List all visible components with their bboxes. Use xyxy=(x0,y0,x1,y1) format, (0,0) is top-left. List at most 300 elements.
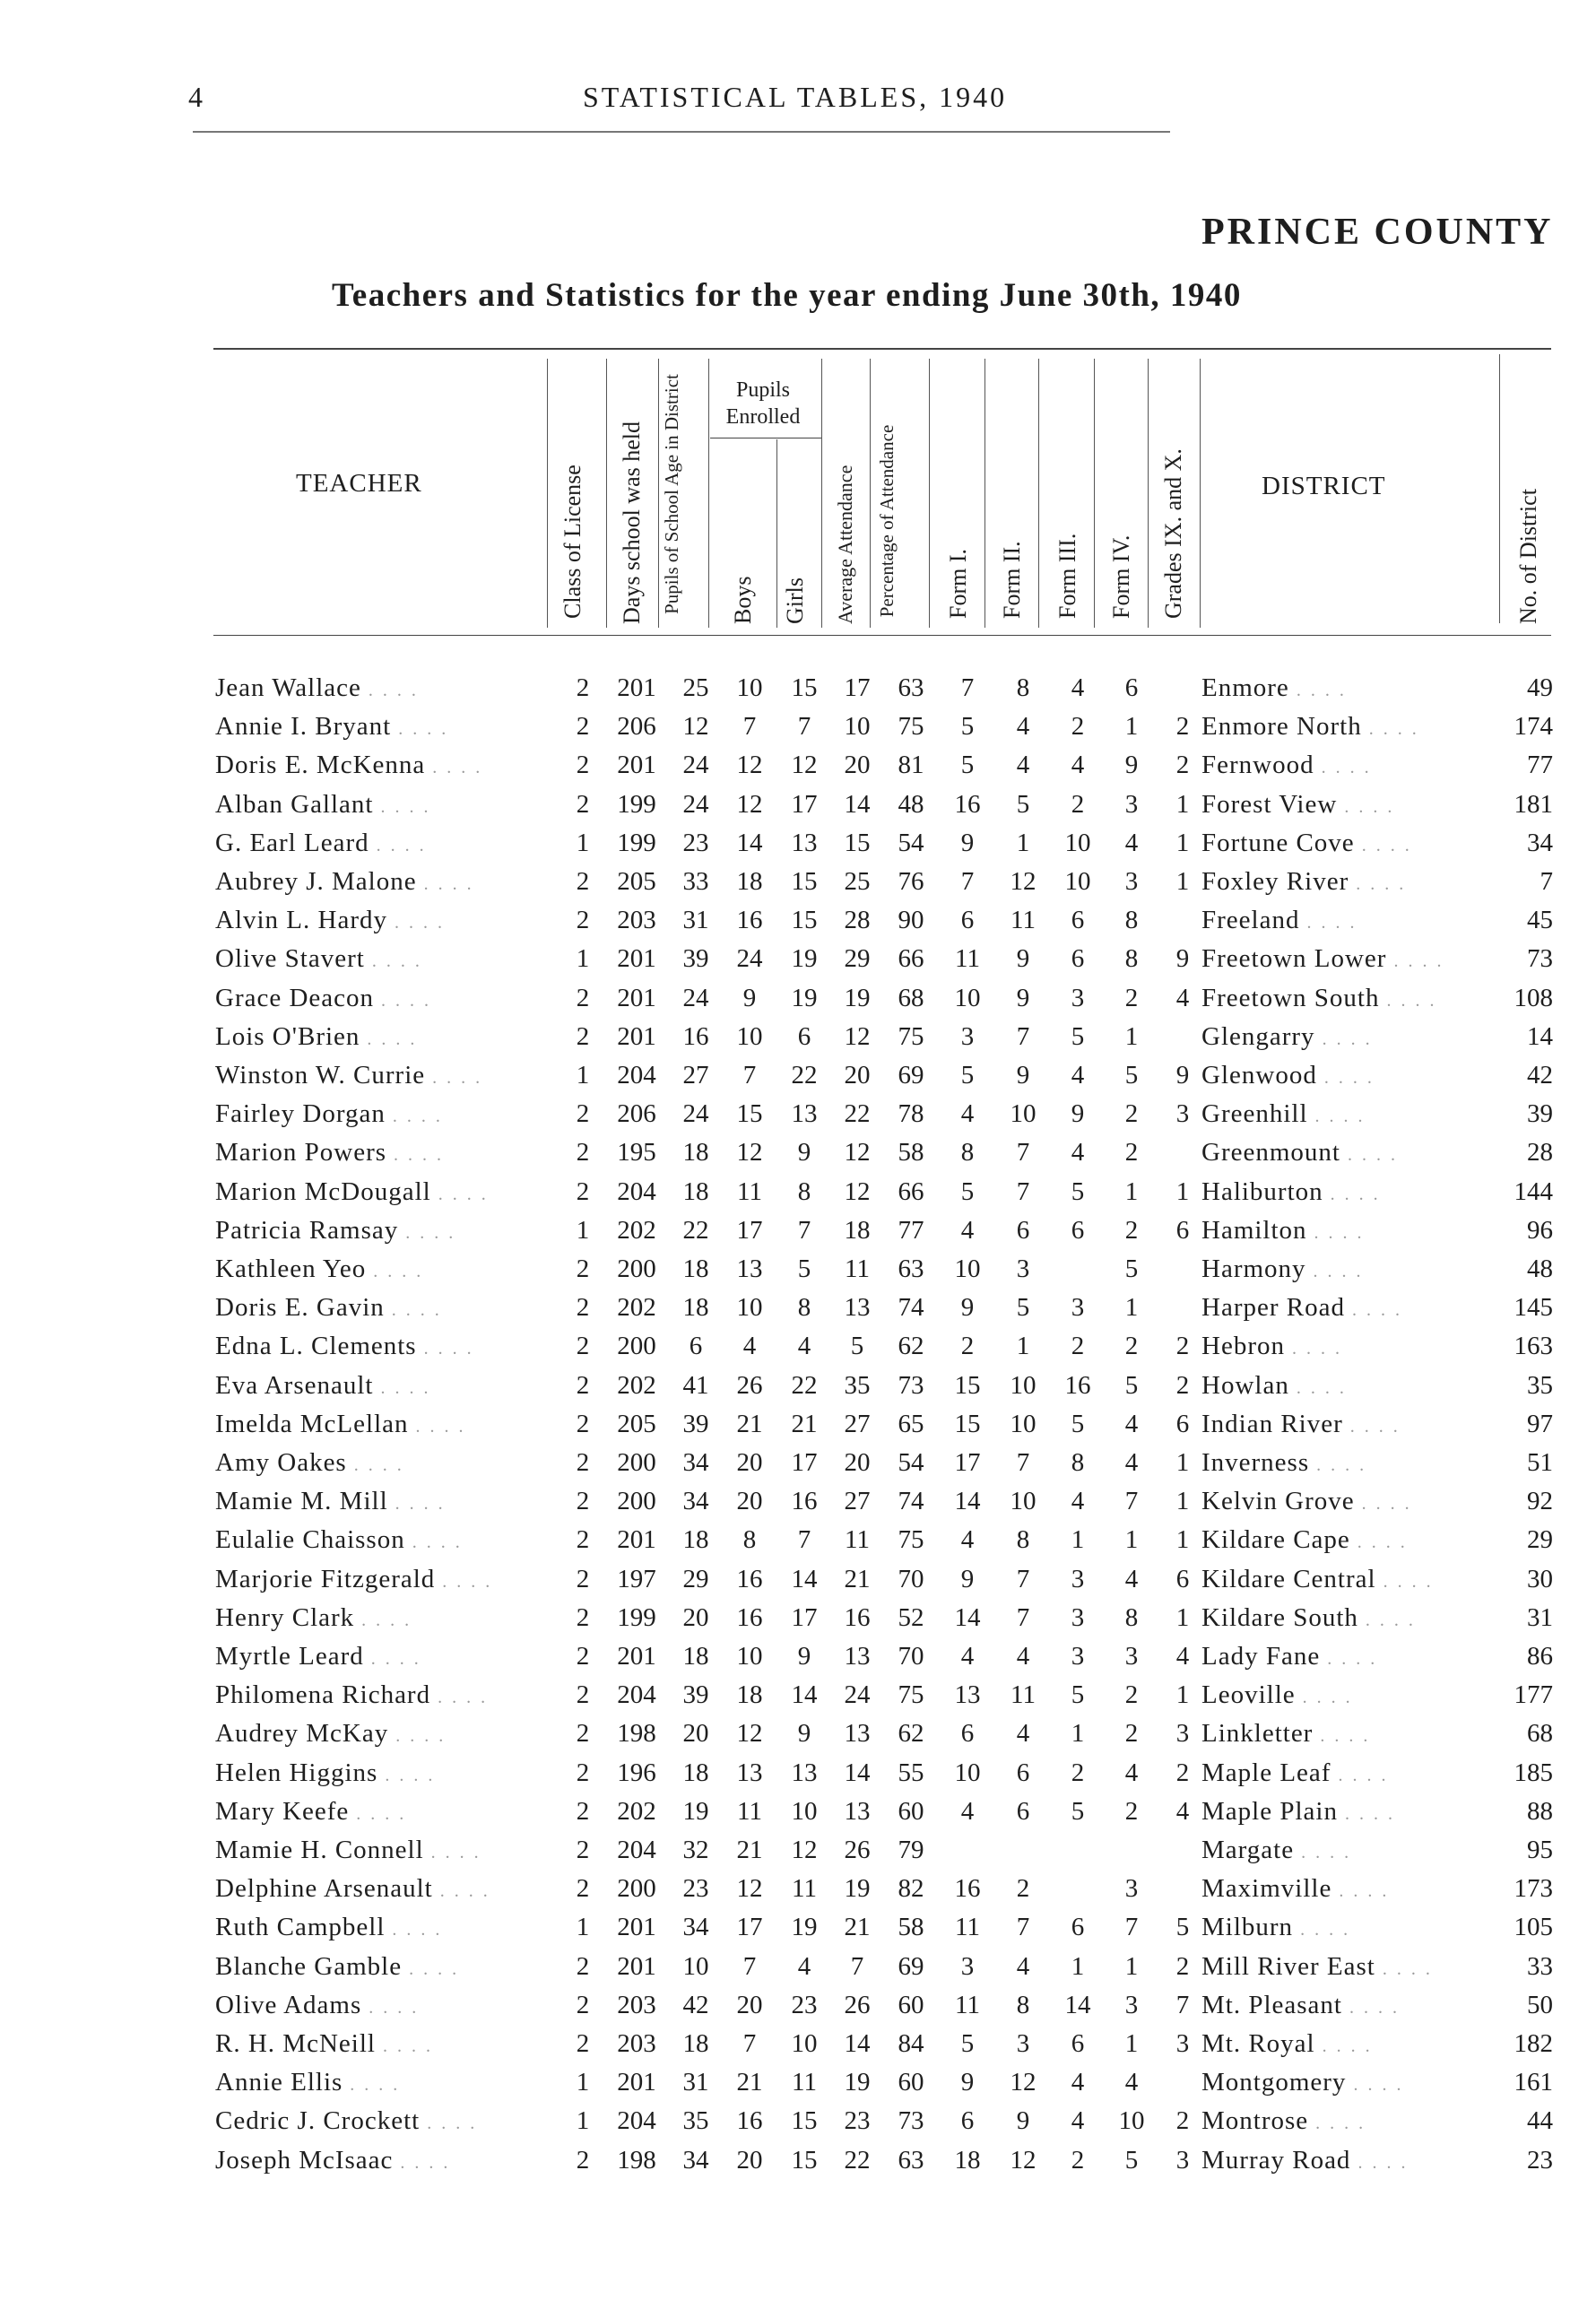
form2-count: 10 xyxy=(1010,1487,1037,1516)
boys-count: 12 xyxy=(736,751,763,780)
girls-count: 5 xyxy=(797,1254,811,1283)
table-row xyxy=(0,2063,1596,2102)
grades9-count: 6 xyxy=(1175,1564,1190,1593)
leader-dots: . . . . xyxy=(384,1300,442,1321)
girls-count: 15 xyxy=(791,867,818,896)
pupils-of-age: 34 xyxy=(682,1487,709,1516)
form2-count: 10 xyxy=(1010,1370,1037,1400)
form4-count: 2 xyxy=(1124,983,1139,1012)
leader-dots: . . . . xyxy=(1331,1765,1389,1785)
average-attendance: 24 xyxy=(844,1680,871,1710)
district-name: Kildare Central . . . . xyxy=(1201,1564,1434,1593)
teacher-name: Mamie M. Mill . . . . xyxy=(215,1487,446,1516)
pupils-of-age: 16 xyxy=(682,1021,709,1051)
leader-dots: . . . . xyxy=(432,1881,490,1902)
column-divider xyxy=(929,359,930,628)
column-divider xyxy=(658,359,659,628)
attendance-percentage: 60 xyxy=(898,1796,924,1826)
days-held: 204 xyxy=(617,2106,656,2136)
attendance-percentage: 74 xyxy=(898,1487,924,1516)
average-attendance: 21 xyxy=(844,1913,871,1942)
form3-count: 4 xyxy=(1071,2106,1085,2136)
district-name: Maple Plain . . . . xyxy=(1201,1796,1395,1826)
form4-header: Form IV. xyxy=(1108,534,1134,619)
days-held: 201 xyxy=(617,673,656,702)
average-attendance: 14 xyxy=(844,2029,871,2058)
boys-count: 13 xyxy=(736,1254,763,1283)
leader-dots: . . . . xyxy=(391,719,449,740)
attendance-percentage: 73 xyxy=(898,2106,924,2136)
form1-count: 5 xyxy=(960,1061,975,1090)
grades9-count: 7 xyxy=(1175,1990,1190,2019)
boys-count: 17 xyxy=(736,1913,763,1942)
form1-count: 18 xyxy=(954,2145,981,2175)
form4-count: 1 xyxy=(1124,1176,1139,1206)
teacher-name: Marjorie Fitzgerald . . . . xyxy=(215,1564,493,1593)
leader-dots: . . . . xyxy=(1316,1068,1375,1088)
class-of-license: 2 xyxy=(576,1796,590,1826)
pupils-of-age: 24 xyxy=(682,751,709,780)
district-number: 28 xyxy=(1527,1138,1553,1168)
leader-dots: . . . . xyxy=(1308,2114,1366,2134)
class-of-license: 2 xyxy=(576,1293,590,1323)
class-of-license: 2 xyxy=(576,1564,590,1593)
boys-count: 7 xyxy=(742,1061,757,1090)
boys-count: 21 xyxy=(736,1409,763,1438)
form1-count: 6 xyxy=(960,1719,975,1749)
form4-count: 2 xyxy=(1124,1138,1139,1168)
teacher-name: Blanche Gamble . . . . xyxy=(215,1951,460,1981)
form3-count: 3 xyxy=(1071,1293,1085,1323)
district-name: Greenhill . . . . xyxy=(1201,1099,1366,1129)
form1-count: 9 xyxy=(960,1293,975,1323)
leader-dots: . . . . xyxy=(1320,1649,1378,1669)
leader-dots: . . . . xyxy=(1306,1222,1365,1243)
attendance-percentage: 66 xyxy=(898,944,924,974)
leader-dots: . . . . xyxy=(361,1997,420,2018)
boys-count: 12 xyxy=(736,1874,763,1904)
leader-dots: . . . . xyxy=(1314,1029,1373,1049)
girls-count: 6 xyxy=(797,1021,811,1051)
table-row xyxy=(0,669,1596,708)
grades9-count: 2 xyxy=(1175,712,1190,742)
leader-dots: . . . . xyxy=(373,796,431,817)
form3-count: 10 xyxy=(1064,867,1091,896)
teacher-name: Alvin L. Hardy . . . . xyxy=(215,906,445,935)
form4-count: 5 xyxy=(1124,1370,1139,1400)
average-attendance: 21 xyxy=(844,1564,871,1593)
class-of-license: 2 xyxy=(576,1176,590,1206)
form2-count: 7 xyxy=(1016,1564,1030,1593)
class-of-license: 2 xyxy=(576,789,590,819)
attendance-percentage: 63 xyxy=(898,2145,924,2175)
pupils-of-age: 18 xyxy=(682,2029,709,2058)
average-attendance: 11 xyxy=(845,1254,870,1283)
column-divider xyxy=(1148,359,1149,628)
district-number: 173 xyxy=(1514,1874,1553,1904)
form4-count: 5 xyxy=(1124,1061,1139,1090)
pupils-of-age: 20 xyxy=(682,1719,709,1749)
leader-dots: . . . . xyxy=(1350,2152,1409,2173)
girls-count: 13 xyxy=(791,1099,818,1129)
form3-count: 5 xyxy=(1071,1021,1085,1051)
days-held: 203 xyxy=(617,2029,656,2058)
district-number: 29 xyxy=(1527,1525,1553,1555)
form4-count: 1 xyxy=(1124,1525,1139,1555)
days-held: 201 xyxy=(617,1021,656,1051)
average-attendance: 25 xyxy=(844,867,871,896)
boys-count: 20 xyxy=(736,2145,763,2175)
average-attendance: 22 xyxy=(844,2145,871,2175)
attendance-percentage: 74 xyxy=(898,1293,924,1323)
form3-count: 5 xyxy=(1071,1796,1085,1826)
grades9-count: 4 xyxy=(1175,1642,1190,1671)
average-attendance: 14 xyxy=(844,1758,871,1787)
district-number: 96 xyxy=(1527,1215,1553,1245)
district-number: 177 xyxy=(1514,1680,1553,1710)
district-number: 86 xyxy=(1527,1642,1553,1671)
class-of-license: 2 xyxy=(576,1525,590,1555)
teacher-name: Annie I. Bryant . . . . xyxy=(215,712,449,742)
attendance-percentage: 75 xyxy=(898,712,924,742)
district-number: 182 xyxy=(1514,2029,1553,2058)
form1-count: 4 xyxy=(960,1525,975,1555)
leader-dots: . . . . xyxy=(1386,951,1444,972)
form1-count: 9 xyxy=(960,2068,975,2097)
pupils-of-age: 25 xyxy=(682,673,709,702)
attendance-percentage: 55 xyxy=(898,1758,924,1787)
days-held: 204 xyxy=(617,1176,656,1206)
form4-count: 9 xyxy=(1124,751,1139,780)
boys-count: 21 xyxy=(736,1836,763,1864)
page-number: 4 xyxy=(188,81,205,113)
leader-dots: . . . . xyxy=(1361,719,1419,740)
days-held: 205 xyxy=(617,867,656,896)
district-number: 50 xyxy=(1527,1990,1553,2019)
leader-dots: . . . . xyxy=(1349,874,1407,894)
form2-count: 9 xyxy=(1016,1061,1030,1090)
form2-count: 10 xyxy=(1010,1409,1037,1438)
boys-count: 16 xyxy=(736,1602,763,1632)
table-row xyxy=(0,1018,1596,1056)
days-held: 202 xyxy=(617,1215,656,1245)
teacher-name: Doris E. McKenna . . . . xyxy=(215,751,483,780)
grades9-count: 1 xyxy=(1175,789,1190,819)
form2-count: 6 xyxy=(1016,1796,1030,1826)
form1-count: 11 xyxy=(955,1990,980,2019)
form1-count: 5 xyxy=(960,712,975,742)
form3-count: 1 xyxy=(1071,1951,1085,1981)
pupils-of-age: 31 xyxy=(682,2068,709,2097)
leader-dots: . . . . xyxy=(423,1843,481,1862)
district-number: 88 xyxy=(1527,1796,1553,1826)
form4-count: 3 xyxy=(1124,1642,1139,1671)
average-attendance: 13 xyxy=(844,1719,871,1749)
attendance-percentage: 54 xyxy=(898,828,924,857)
grades9-count: 2 xyxy=(1175,1758,1190,1787)
form2-count: 9 xyxy=(1016,983,1030,1012)
leader-dots: . . . . xyxy=(402,1958,460,1979)
table-row xyxy=(0,1367,1596,1405)
table-row xyxy=(0,1637,1596,1676)
form1-count: 14 xyxy=(954,1602,981,1632)
form3-count: 5 xyxy=(1071,1680,1085,1710)
district-number: 181 xyxy=(1514,789,1553,819)
days-held: 203 xyxy=(617,906,656,935)
leader-dots: . . . . xyxy=(1349,1532,1408,1553)
district-name: Freetown South . . . . xyxy=(1201,983,1437,1012)
form4-count: 4 xyxy=(1124,1758,1139,1787)
pupils-of-age: 18 xyxy=(682,1758,709,1787)
district-name: Montrose . . . . xyxy=(1201,2106,1366,2136)
boys-count: 13 xyxy=(736,1758,763,1787)
district-number: 73 xyxy=(1527,944,1553,974)
table-row xyxy=(0,1715,1596,1753)
leader-dots: . . . . xyxy=(349,1803,407,1824)
form3-count: 4 xyxy=(1071,673,1085,702)
days-held: 198 xyxy=(617,1719,656,1749)
girls-count: 16 xyxy=(791,1487,818,1516)
form1-count: 2 xyxy=(960,1332,975,1361)
class-of-license: 2 xyxy=(576,2145,590,2175)
days-held: 199 xyxy=(617,1602,656,1632)
average-attendance: 12 xyxy=(844,1138,871,1168)
girls-count: 10 xyxy=(791,1796,818,1826)
teacher-name: Marion Powers . . . . xyxy=(215,1138,445,1168)
leader-dots: . . . . xyxy=(360,681,419,700)
table-row xyxy=(0,1405,1596,1444)
form3-header: Form III. xyxy=(1054,533,1080,619)
teacher-name: Ruth Campbell . . . . xyxy=(215,1913,443,1942)
attendance-percentage: 65 xyxy=(898,1409,924,1438)
leader-dots: . . . . xyxy=(435,1571,493,1592)
form2-count: 6 xyxy=(1016,1215,1030,1245)
average-attendance: 7 xyxy=(850,1951,864,1981)
class-of-license: 1 xyxy=(576,1215,590,1245)
class-of-license-header: Class of License xyxy=(559,464,585,619)
form3-count: 2 xyxy=(1071,789,1085,819)
boys-count: 20 xyxy=(736,1448,763,1477)
average-attendance: 20 xyxy=(844,1448,871,1477)
teacher-name: Eulalie Chaisson . . . . xyxy=(215,1525,463,1555)
days-held: 198 xyxy=(617,2145,656,2175)
boys-count: 10 xyxy=(736,1293,763,1323)
district-number: 42 xyxy=(1527,1061,1553,1090)
form2-count: 7 xyxy=(1016,1602,1030,1632)
form1-count: 10 xyxy=(954,983,981,1012)
form2-count: 4 xyxy=(1016,1951,1030,1981)
pupils-of-age: 18 xyxy=(682,1138,709,1168)
girls-count: 11 xyxy=(792,1874,817,1904)
leader-dots: . . . . xyxy=(385,1107,443,1127)
teacher-column-header: TEACHER xyxy=(296,469,422,498)
district-name: Howlan . . . . xyxy=(1201,1370,1347,1400)
class-of-license: 2 xyxy=(576,1409,590,1438)
attendance-percentage: 75 xyxy=(898,1021,924,1051)
table-row xyxy=(0,1173,1596,1211)
column-divider xyxy=(984,359,985,628)
form4-count: 2 xyxy=(1124,1719,1139,1749)
table-row xyxy=(0,1095,1596,1133)
boys-count: 15 xyxy=(736,1099,763,1129)
class-of-license: 2 xyxy=(576,1370,590,1400)
boys-header: Boys xyxy=(730,576,756,624)
form3-count: 3 xyxy=(1071,1602,1085,1632)
attendance-percentage: 79 xyxy=(898,1836,924,1864)
leader-dots: . . . . xyxy=(386,1145,445,1166)
pupils-of-age-header: Pupils of School Age in District xyxy=(661,374,682,614)
table-row xyxy=(0,2025,1596,2063)
girls-count: 8 xyxy=(797,1293,811,1323)
pupils-of-age: 29 xyxy=(682,1564,709,1593)
girls-count: 12 xyxy=(791,1836,818,1864)
average-attendance: 13 xyxy=(844,1642,871,1671)
girls-count: 7 xyxy=(797,712,811,742)
district-number: 48 xyxy=(1527,1254,1553,1283)
leader-dots: . . . . xyxy=(1357,1610,1416,1630)
table-row xyxy=(0,786,1596,824)
form1-count: 15 xyxy=(954,1409,981,1438)
teacher-name: Fairley Dorgan . . . . xyxy=(215,1099,443,1129)
class-of-license: 2 xyxy=(576,906,590,935)
form2-header: Form II. xyxy=(999,541,1025,619)
percentage-header: Percentage of Attendance xyxy=(876,424,898,618)
form1-count: 5 xyxy=(960,751,975,780)
leader-dots: . . . . xyxy=(1337,796,1395,817)
attendance-percentage: 48 xyxy=(898,789,924,819)
average-attendance: 20 xyxy=(844,751,871,780)
district-name: Leoville . . . . xyxy=(1201,1680,1353,1710)
girls-count: 8 xyxy=(797,1176,811,1206)
average-attendance: 14 xyxy=(844,789,871,819)
district-name: Margate . . . . xyxy=(1201,1836,1352,1864)
form2-count: 7 xyxy=(1016,1138,1030,1168)
district-number: 185 xyxy=(1514,1758,1553,1787)
form3-count: 6 xyxy=(1071,1215,1085,1245)
table-row xyxy=(0,1793,1596,1831)
form1-count: 4 xyxy=(960,1099,975,1129)
attendance-percentage: 58 xyxy=(898,1138,924,1168)
form1-count: 10 xyxy=(954,1758,981,1787)
district-name: Foxley River . . . . xyxy=(1201,867,1407,896)
form2-count: 1 xyxy=(1016,828,1030,857)
table-head-rule xyxy=(213,635,1551,636)
days-held: 199 xyxy=(617,789,656,819)
form2-count: 11 xyxy=(1011,906,1036,935)
district-number: 95 xyxy=(1527,1836,1553,1864)
class-of-license: 2 xyxy=(576,1332,590,1361)
teacher-name: Winston W. Currie . . . . xyxy=(215,1061,483,1090)
table-row xyxy=(0,708,1596,746)
column-divider xyxy=(606,359,607,628)
class-of-license: 2 xyxy=(576,1758,590,1787)
leader-dots: . . . . xyxy=(373,1377,431,1398)
pupils-of-age: 24 xyxy=(682,789,709,819)
pupils-of-age: 41 xyxy=(682,1370,709,1400)
column-divider xyxy=(1094,359,1095,628)
attendance-percentage: 75 xyxy=(898,1525,924,1555)
girls-count: 22 xyxy=(791,1061,818,1090)
district-name: Mt. Pleasant . . . . xyxy=(1201,1990,1400,2019)
average-attendance: 16 xyxy=(844,1602,871,1632)
attendance-percentage: 73 xyxy=(898,1370,924,1400)
district-number-header: No. of District xyxy=(1515,489,1541,624)
district-name: Mt. Royal . . . . xyxy=(1201,2029,1373,2058)
average-attendance: 23 xyxy=(844,2106,871,2136)
girls-count: 21 xyxy=(791,1409,818,1438)
form3-count: 6 xyxy=(1071,906,1085,935)
class-of-license: 2 xyxy=(576,1021,590,1051)
grades9-count: 2 xyxy=(1175,1332,1190,1361)
teacher-name: Jean Wallace . . . . xyxy=(215,673,419,702)
district-name: Kildare South . . . . xyxy=(1201,1602,1416,1632)
class-of-license: 2 xyxy=(576,1680,590,1710)
form2-count: 4 xyxy=(1016,751,1030,780)
days-held: 197 xyxy=(617,1564,656,1593)
district-number: 35 xyxy=(1527,1370,1553,1400)
average-attendance: 13 xyxy=(844,1796,871,1826)
form2-count: 2 xyxy=(1016,1874,1030,1904)
girls-count: 19 xyxy=(791,1913,818,1942)
district-name: Kildare Cape . . . . xyxy=(1201,1525,1408,1555)
days-held: 201 xyxy=(617,983,656,1012)
district-name: Freeland . . . . xyxy=(1201,906,1357,935)
grades9-count: 3 xyxy=(1175,1719,1190,1749)
class-of-license: 2 xyxy=(576,1138,590,1168)
boys-count: 14 xyxy=(736,828,763,857)
average-attendance: 12 xyxy=(844,1176,871,1206)
district-name: Glengarry . . . . xyxy=(1201,1021,1373,1051)
leader-dots: . . . . xyxy=(374,990,432,1011)
header-rule xyxy=(193,131,1170,133)
leader-dots: . . . . xyxy=(1354,1494,1412,1515)
form2-count: 4 xyxy=(1016,712,1030,742)
leader-dots: . . . . xyxy=(1294,1843,1352,1862)
girls-count: 15 xyxy=(791,906,818,935)
girls-count: 23 xyxy=(791,1990,818,2019)
district-number: 14 xyxy=(1527,1021,1553,1051)
teacher-name: Audrey McKay . . . . xyxy=(215,1719,447,1749)
girls-header: Girls xyxy=(782,577,808,624)
form4-count: 4 xyxy=(1124,828,1139,857)
class-of-license: 2 xyxy=(576,1836,590,1864)
form2-count: 12 xyxy=(1010,2068,1037,2097)
grades9-count: 3 xyxy=(1175,1099,1190,1129)
average-attendance: 19 xyxy=(844,2068,871,2097)
days-held: 200 xyxy=(617,1332,656,1361)
table-row xyxy=(0,863,1596,901)
attendance-percentage: 63 xyxy=(898,673,924,702)
girls-count: 7 xyxy=(797,1215,811,1245)
table-row xyxy=(0,1986,1596,2025)
form2-count: 7 xyxy=(1016,1913,1030,1942)
table-row xyxy=(0,1560,1596,1599)
boys-count: 24 xyxy=(736,944,763,974)
leader-dots: . . . . xyxy=(416,874,474,894)
days-held: 199 xyxy=(617,828,656,857)
table-row xyxy=(0,1870,1596,1908)
girls-count: 9 xyxy=(797,1719,811,1749)
average-attendance-header: Average Attendance xyxy=(834,464,856,624)
leader-dots: . . . . xyxy=(375,2036,433,2056)
average-attendance: 15 xyxy=(844,828,871,857)
grades9-header: Grades IX. and X. xyxy=(1160,448,1186,619)
boys-count: 4 xyxy=(742,1332,757,1361)
district-number: 39 xyxy=(1527,1099,1553,1129)
average-attendance: 19 xyxy=(844,1874,871,1904)
girls-count: 15 xyxy=(791,2145,818,2175)
form1-count: 5 xyxy=(960,1176,975,1206)
